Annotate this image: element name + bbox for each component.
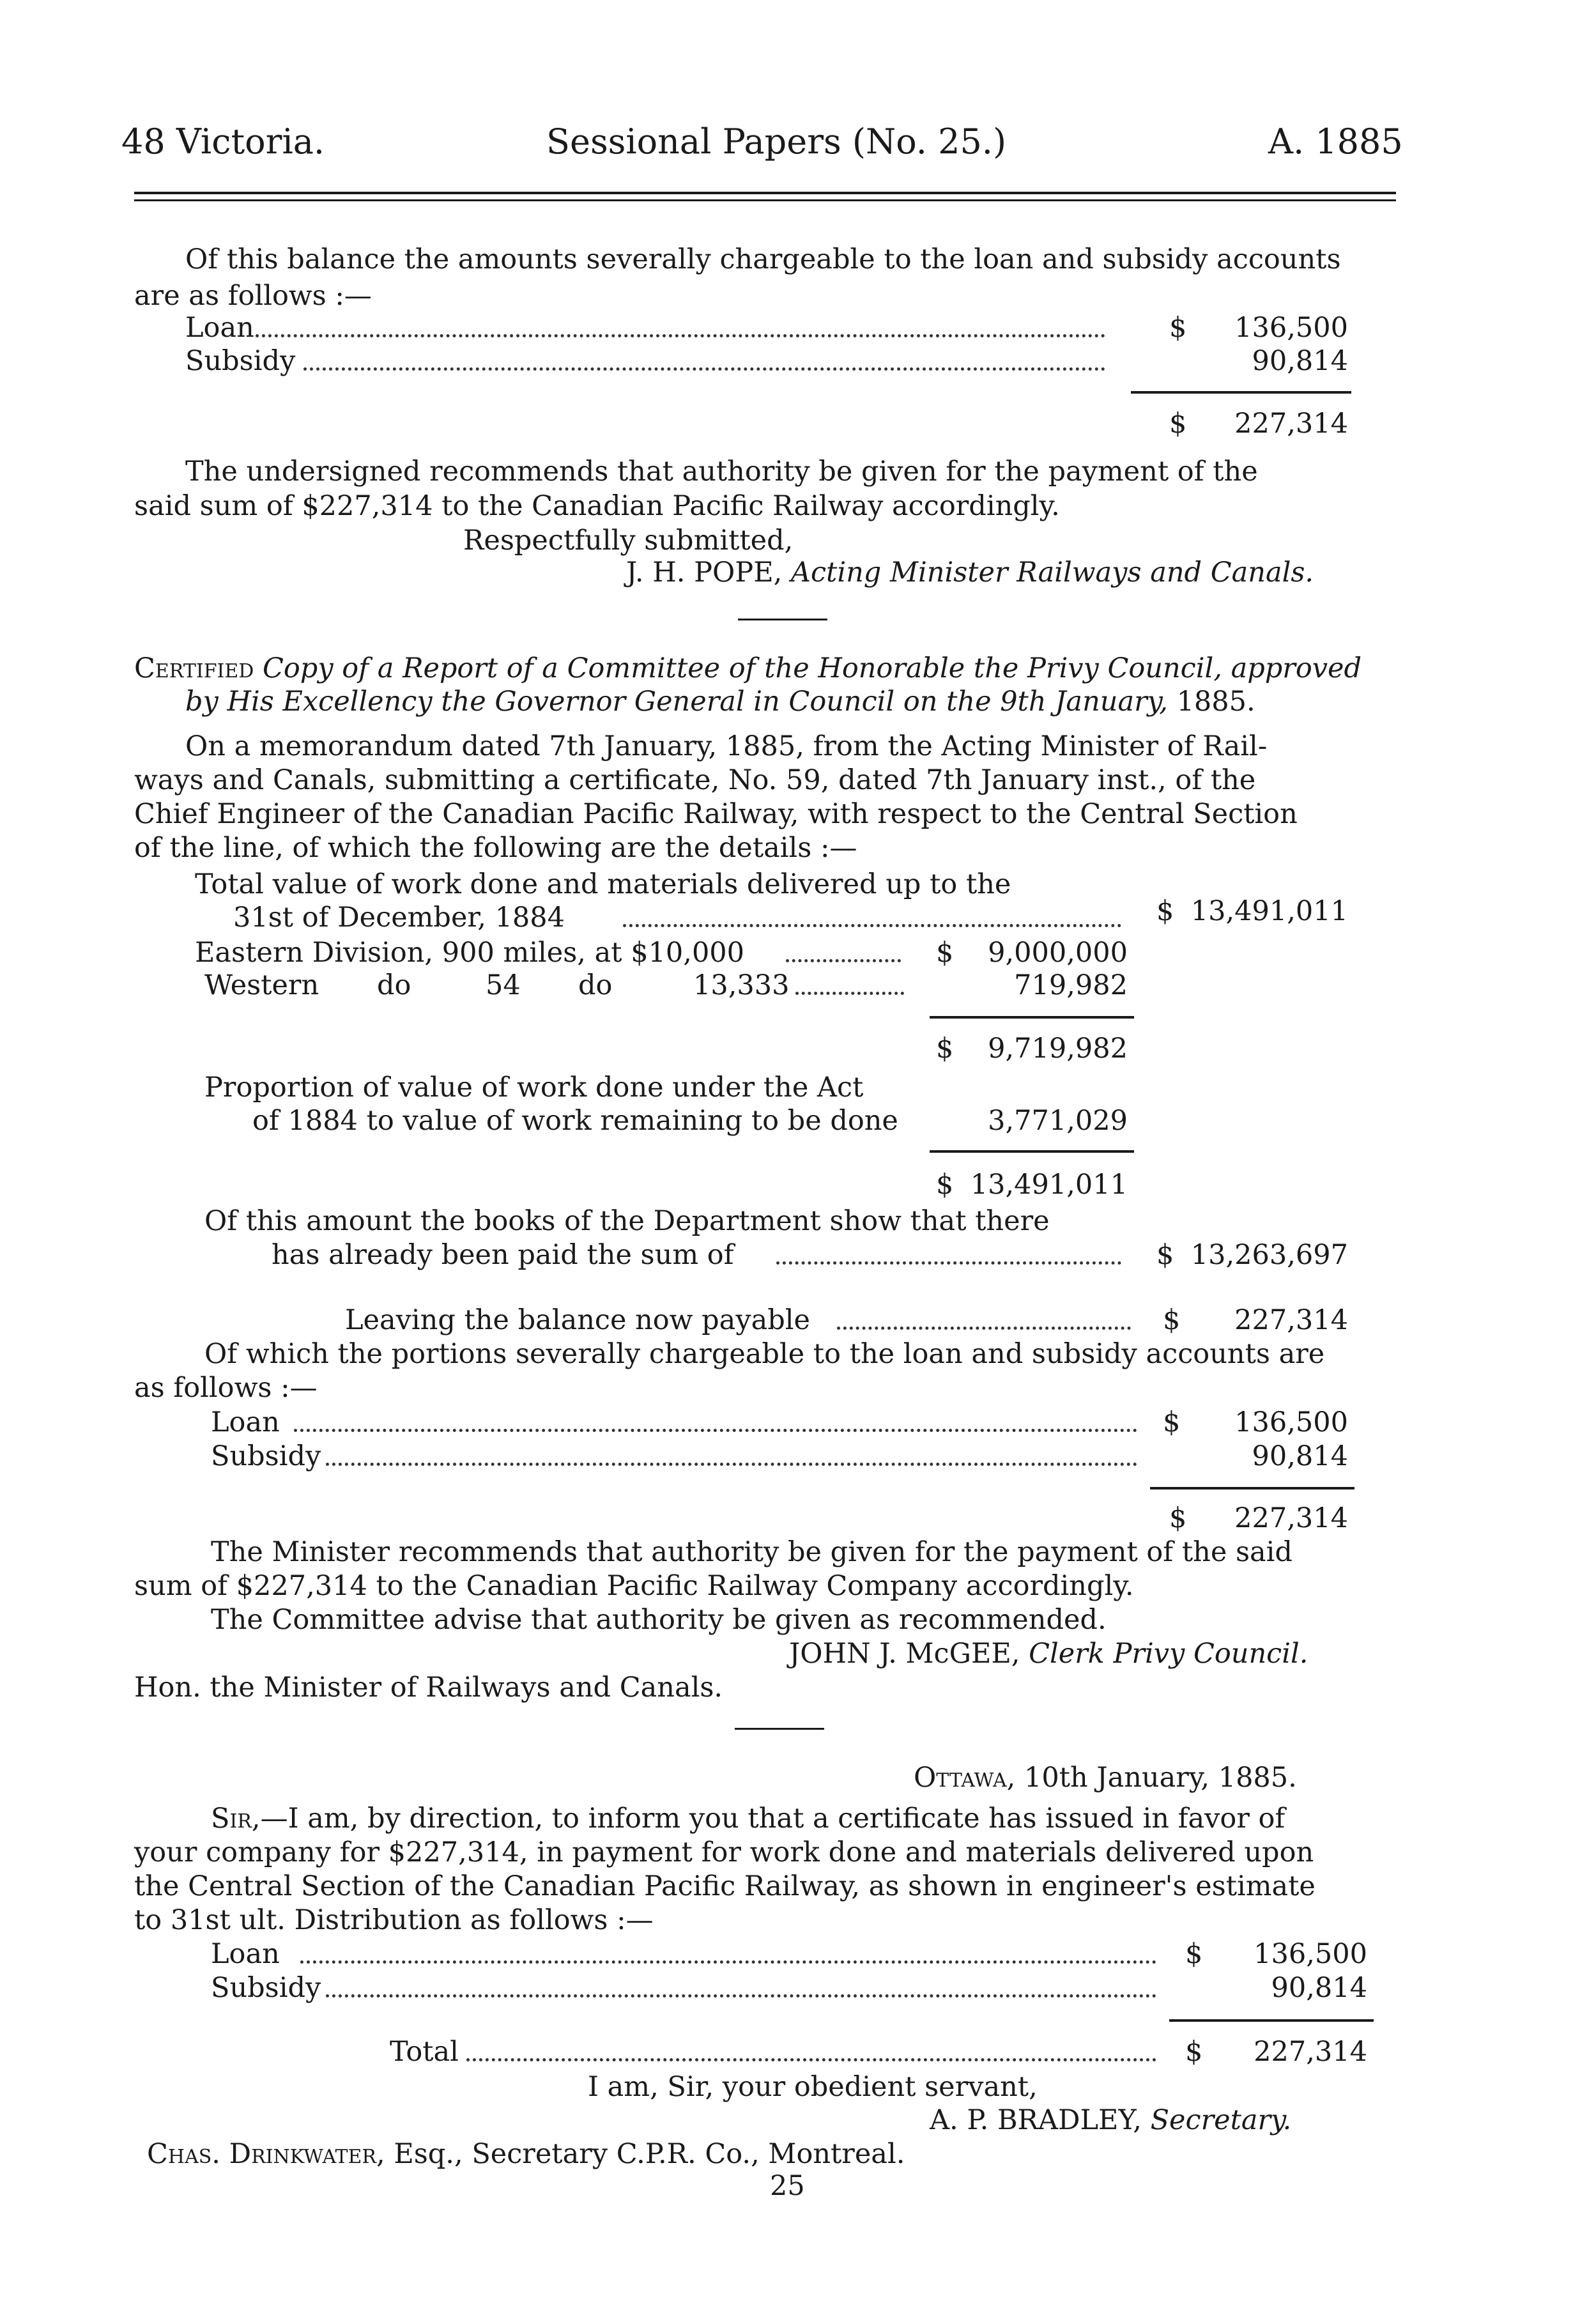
s2-total-value: 13,491,011	[1190, 895, 1348, 927]
s2-subsidy-leader	[326, 1463, 1137, 1466]
s1-total-currency: $	[1169, 408, 1187, 440]
s1-sum-rule	[1131, 391, 1351, 394]
s3-place: Ottawa,	[914, 1762, 1016, 1794]
s1-loan-label: Loan	[185, 312, 254, 344]
s2-loan-value: 136,500	[1234, 1406, 1348, 1438]
s2-subtotal-rule	[930, 1016, 1134, 1019]
s2-title-certified: Certified	[134, 652, 254, 684]
s2-title-line2	[185, 685, 1255, 718]
s2-title-year: 1885.	[1176, 686, 1255, 718]
s2-proportion-line2: of 1884 to value of work remaining to be done	[252, 1105, 898, 1137]
s3-total-rule	[1169, 2019, 1374, 2022]
s3-body-line3: the Central Section of the Canadian Pacific Railway, as shown in engineer's estimate	[134, 1870, 1316, 1902]
s2-total-line2: 31st of December, 1884	[233, 902, 565, 934]
s2-subsidy-label: Subsidy	[211, 1440, 321, 1472]
s3-body-line2: your company for $227,314, in payment for work done and materials delivered upon	[134, 1836, 1314, 1868]
s3-loan-value: 136,500	[1254, 1938, 1367, 1970]
s1-loan-leader	[256, 334, 1105, 337]
s2-leaving-leader	[837, 1327, 1131, 1330]
s2-subtotal-value: 9,719,982	[988, 1033, 1128, 1065]
s3-salutation: Sir,	[211, 1803, 261, 1835]
s2-portions-total-currency: $	[1169, 1502, 1187, 1534]
s1-subsidy-label: Subsidy	[185, 345, 296, 377]
s2-paid-line1: Of this amount the books of the Department show that there	[204, 1205, 1050, 1237]
s3-loan-leader	[300, 1960, 1156, 1964]
s1-total-value: 227,314	[1234, 408, 1348, 440]
s2-eastern-leader	[786, 959, 901, 962]
s2-loan-leader	[294, 1429, 1137, 1432]
s2-sum-value: 13,491,011	[970, 1169, 1128, 1201]
s2-portions-total-value: 227,314	[1234, 1502, 1348, 1534]
s2-sum-currency: $	[936, 1169, 954, 1201]
header-year: A. 1885	[1268, 121, 1403, 162]
s3-subsidy-leader	[326, 1994, 1156, 1998]
s3-signature-title: Secretary.	[1150, 2104, 1292, 2136]
s2-eastern-label: Eastern Division, 900 miles, at $10,000	[195, 937, 745, 969]
s2-eastern-currency: $	[936, 937, 954, 969]
s3-subsidy-value: 90,814	[1271, 1972, 1367, 2004]
s2-paid-value: 13,263,697	[1190, 1239, 1348, 1271]
s3-recipient	[147, 2137, 905, 2171]
s2-proportion-line1: Proportion of value of work done under the Act	[204, 1072, 864, 1104]
s2-loan-label: Loan	[211, 1406, 280, 1438]
s3-body-line4: to 31st ult. Distribution as follows :—	[134, 1904, 654, 1936]
s3-total-value: 227,314	[1254, 2036, 1367, 2068]
s2-leaving-label: Leaving the balance now payable	[345, 1304, 810, 1336]
s2-minister-line2: sum of $227,314 to the Canadian Pacific Railway Company accordingly.	[134, 1570, 1134, 1602]
page-number: 25	[770, 2170, 805, 2202]
s2-proportion-value: 3,771,029	[988, 1105, 1128, 1137]
s2-sum-rule	[930, 1150, 1134, 1153]
s2-clerk-title: Clerk Privy Council.	[1029, 1638, 1308, 1670]
s3-body-line1	[211, 1802, 1285, 1835]
s2-title-text2: by His Excellency the Governor General in Council on the 9th January,	[185, 686, 1168, 718]
s2-western-rate: 13,333	[693, 969, 790, 1001]
header-title: Sessional Papers (No. 25.)	[546, 121, 1007, 162]
s3-closing: I am, Sir, your obedient servant,	[588, 2071, 1038, 2103]
s2-western-do2: do	[578, 969, 613, 1001]
s2-title-line1	[134, 652, 1362, 685]
s2-western-label: Western	[204, 969, 319, 1001]
header-volume: 48 Victoria.	[121, 121, 325, 162]
s3-loan-currency: $	[1185, 1938, 1203, 1970]
s2-western-do1: do	[377, 969, 411, 1001]
s2-paid-leader	[776, 1261, 1121, 1265]
s3-total-leader	[466, 2058, 1156, 2061]
header-rule-bottom	[134, 199, 1396, 201]
s1-subsidy-leader	[303, 367, 1105, 371]
s1-loan-value: 136,500	[1234, 312, 1348, 344]
s1-signature-title: Acting Minister Railways and Canals.	[790, 557, 1314, 589]
s2-memo-line4: of the line, of which the following are the details :—	[134, 832, 857, 864]
s1-recommend-line2: said sum of $227,314 to the Canadian Pacific Railway accordingly.	[134, 490, 1060, 522]
s1-loan-currency: $	[1169, 312, 1187, 344]
s2-loan-currency: $	[1163, 1406, 1181, 1438]
s2-eastern-value: 9,000,000	[988, 937, 1128, 969]
s2-committee-line: The Committee advise that authority be given as recommended.	[211, 1604, 1107, 1636]
s3-loan-label: Loan	[211, 1938, 280, 1970]
s3-recipient-rest: Esq., Secretary C.P.R. Co., Montreal.	[394, 2138, 905, 2170]
s2-memo-line1: On a memorandum dated 7th January, 1885, from the Acting Minister of Rail-	[185, 730, 1268, 762]
s2-leaving-currency: $	[1163, 1304, 1181, 1336]
s2-clerk-signature	[789, 1637, 1308, 1670]
s3-body-text1: —I am, by direction, to inform you that a certificate has issued in favor of	[260, 1803, 1285, 1835]
s2-minister-line1: The Minister recommends that authority be given for the payment of the said	[211, 1536, 1293, 1568]
s3-place-date	[914, 1761, 1297, 1794]
s3-date: 10th January, 1885.	[1024, 1762, 1297, 1794]
s2-western-miles: 54	[486, 969, 521, 1001]
s1-recommend-line1: The undersigned recommends that authority be given for the payment of the	[185, 456, 1258, 488]
s2-paid-currency: $	[1156, 1239, 1174, 1271]
s2-portions-rule	[1150, 1487, 1354, 1490]
s3-subsidy-label: Subsidy	[211, 1972, 321, 2004]
s1-subsidy-value: 90,814	[1252, 345, 1348, 377]
s3-total-currency: $	[1185, 2036, 1203, 2068]
s2-title-text1: Copy of a Report of a Committee of the Honorable the Privy Council, approved	[263, 652, 1362, 684]
s3-signature-name: A. P. BRADLEY,	[930, 2104, 1142, 2136]
s2-portions-line1: Of which the portions severally chargeable to the loan and subsidy accounts are	[204, 1338, 1325, 1370]
s1-signature-name: J. H. POPE,	[626, 557, 783, 589]
s3-total-label: Total	[390, 2036, 459, 2068]
s2-clerk-name: JOHN J. McGEE,	[789, 1638, 1020, 1670]
s2-paid-line2: has already been paid the sum of	[272, 1239, 734, 1271]
s1-closing: Respectfully submitted,	[463, 525, 794, 557]
s2-leaving-value: 227,314	[1234, 1304, 1348, 1336]
s2-total-currency: $	[1156, 895, 1174, 927]
s2-subsidy-value: 90,814	[1252, 1440, 1348, 1472]
s3-recipient-name: Chas. Drinkwater,	[147, 2138, 385, 2170]
section-divider-1	[738, 619, 827, 620]
s2-total-line1: Total value of work done and materials delivered up to the	[195, 868, 1011, 900]
s2-subtotal-currency: $	[936, 1033, 954, 1065]
s2-total-leader	[623, 924, 1121, 927]
section-divider-2	[735, 1728, 824, 1730]
s2-memo-line3: Chief Engineer of the Canadian Pacific Railway, with respect to the Central Section	[134, 798, 1298, 830]
s1-signature	[626, 556, 1314, 589]
s2-addressee: Hon. the Minister of Railways and Canals.	[134, 1672, 723, 1704]
s1-intro-line1: Of this balance the amounts severally chargeable to the loan and subsidy accounts	[185, 243, 1341, 275]
header-rule-top	[134, 192, 1396, 194]
s1-intro-line2: are as follows :—	[134, 280, 372, 312]
s3-signature	[930, 2104, 1291, 2137]
s2-memo-line2: ways and Canals, submitting a certificate, No. 59, dated 7th January inst., of the	[134, 764, 1256, 796]
s2-western-value: 719,982	[1014, 969, 1128, 1001]
s2-portions-line2: as follows :—	[134, 1372, 318, 1404]
s2-western-leader	[795, 992, 904, 995]
